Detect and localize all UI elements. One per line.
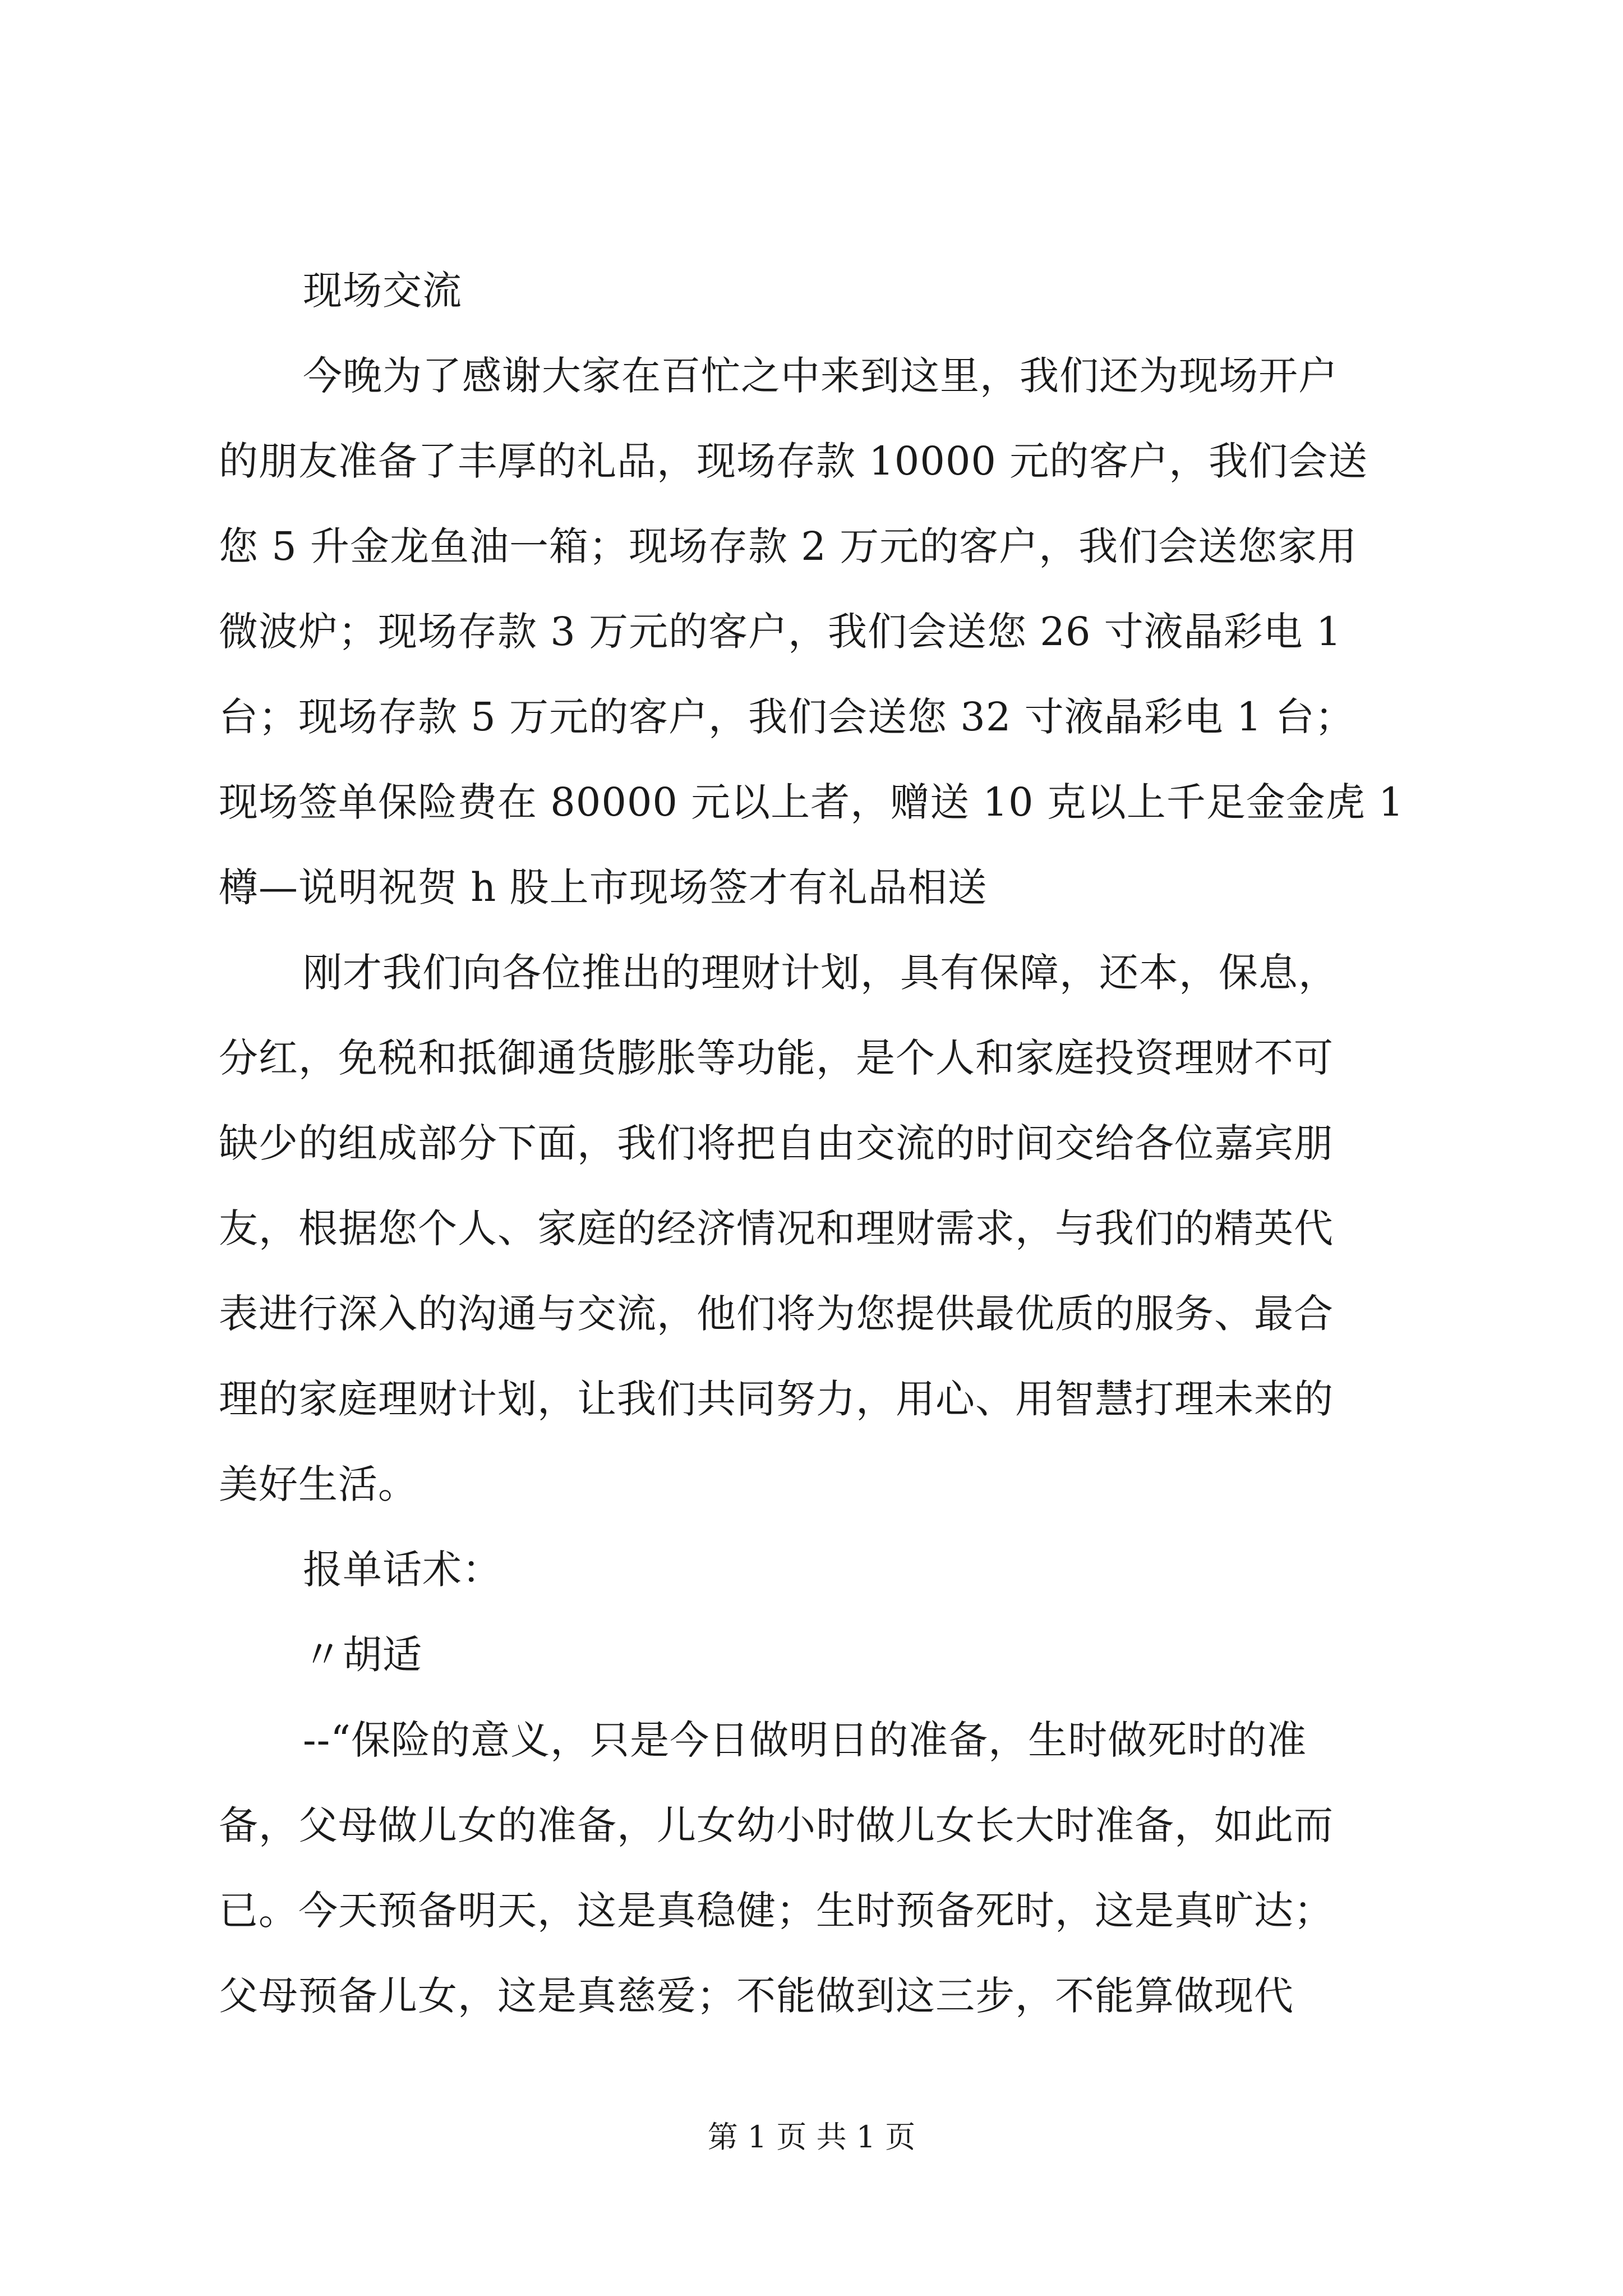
paragraph-line: 友，根据您个人、家庭的经济情况和理财需求，与我们的精英代 xyxy=(219,1205,1334,1251)
paragraph-line: 台；现场存款 5 万元的客户，我们会送您 32 寸液晶彩电 1 台； xyxy=(219,694,1355,740)
paragraph-line: 今晚为了感谢大家在百忙之中来到这里，我们还为现场开户 xyxy=(303,353,1338,399)
paragraph-line: 刚才我们向各位推出的理财计划，具有保障，还本，保息， xyxy=(303,950,1338,996)
quote-line: 父母预备儿女，这是真慈爱；不能做到这三步，不能算做现代 xyxy=(219,1973,1294,2019)
quote-line: --“保险的意义，只是今日做明日的准备，生时做死时的准 xyxy=(303,1717,1307,1763)
paragraph-line: 理的家庭理财计划，让我们共同努力，用心、用智慧打理未来的 xyxy=(219,1376,1334,1422)
page-footer: 第 1 页 共 1 页 xyxy=(707,2119,916,2155)
quote-line: 备，父母做儿女的准备，儿女幼小时做儿女长大时准备，如此而 xyxy=(219,1802,1334,1848)
paragraph-line: 微波炉；现场存款 3 万元的客户，我们会送您 26 寸液晶彩电 1 xyxy=(219,609,1342,655)
section-heading: 报单话术： xyxy=(303,1547,502,1593)
paragraph-line: 表进行深入的沟通与交流，他们将为您提供最优质的服务、最合 xyxy=(219,1291,1334,1337)
paragraph-line: 樽—说明祝贺 h 股上市现场签才有礼品相送 xyxy=(219,864,988,910)
quote-author: 〃胡适 xyxy=(303,1632,422,1678)
paragraph-line: 缺少的组成部分下面，我们将把自由交流的时间交给各位嘉宾朋 xyxy=(219,1120,1334,1166)
paragraph-line: 的朋友准备了丰厚的礼品，现场存款 10000 元的客户，我们会送 xyxy=(219,438,1368,484)
paragraph-line: 美好生活。 xyxy=(219,1461,418,1507)
paragraph-line: 您 5 升金龙鱼油一箱；现场存款 2 万元的客户，我们会送您家用 xyxy=(219,523,1358,569)
paragraph-line: 分红，免税和抵御通货膨胀等功能，是个人和家庭投资理财不可 xyxy=(219,1035,1334,1081)
paragraph-line: 现场签单保险费在 80000 元以上者，赠送 10 克以上千足金金虎 1 xyxy=(219,779,1404,825)
section-heading: 现场交流 xyxy=(303,268,462,314)
quote-line: 已。今天预备明天，这是真稳健；生时预备死时，这是真旷达； xyxy=(219,1888,1334,1934)
